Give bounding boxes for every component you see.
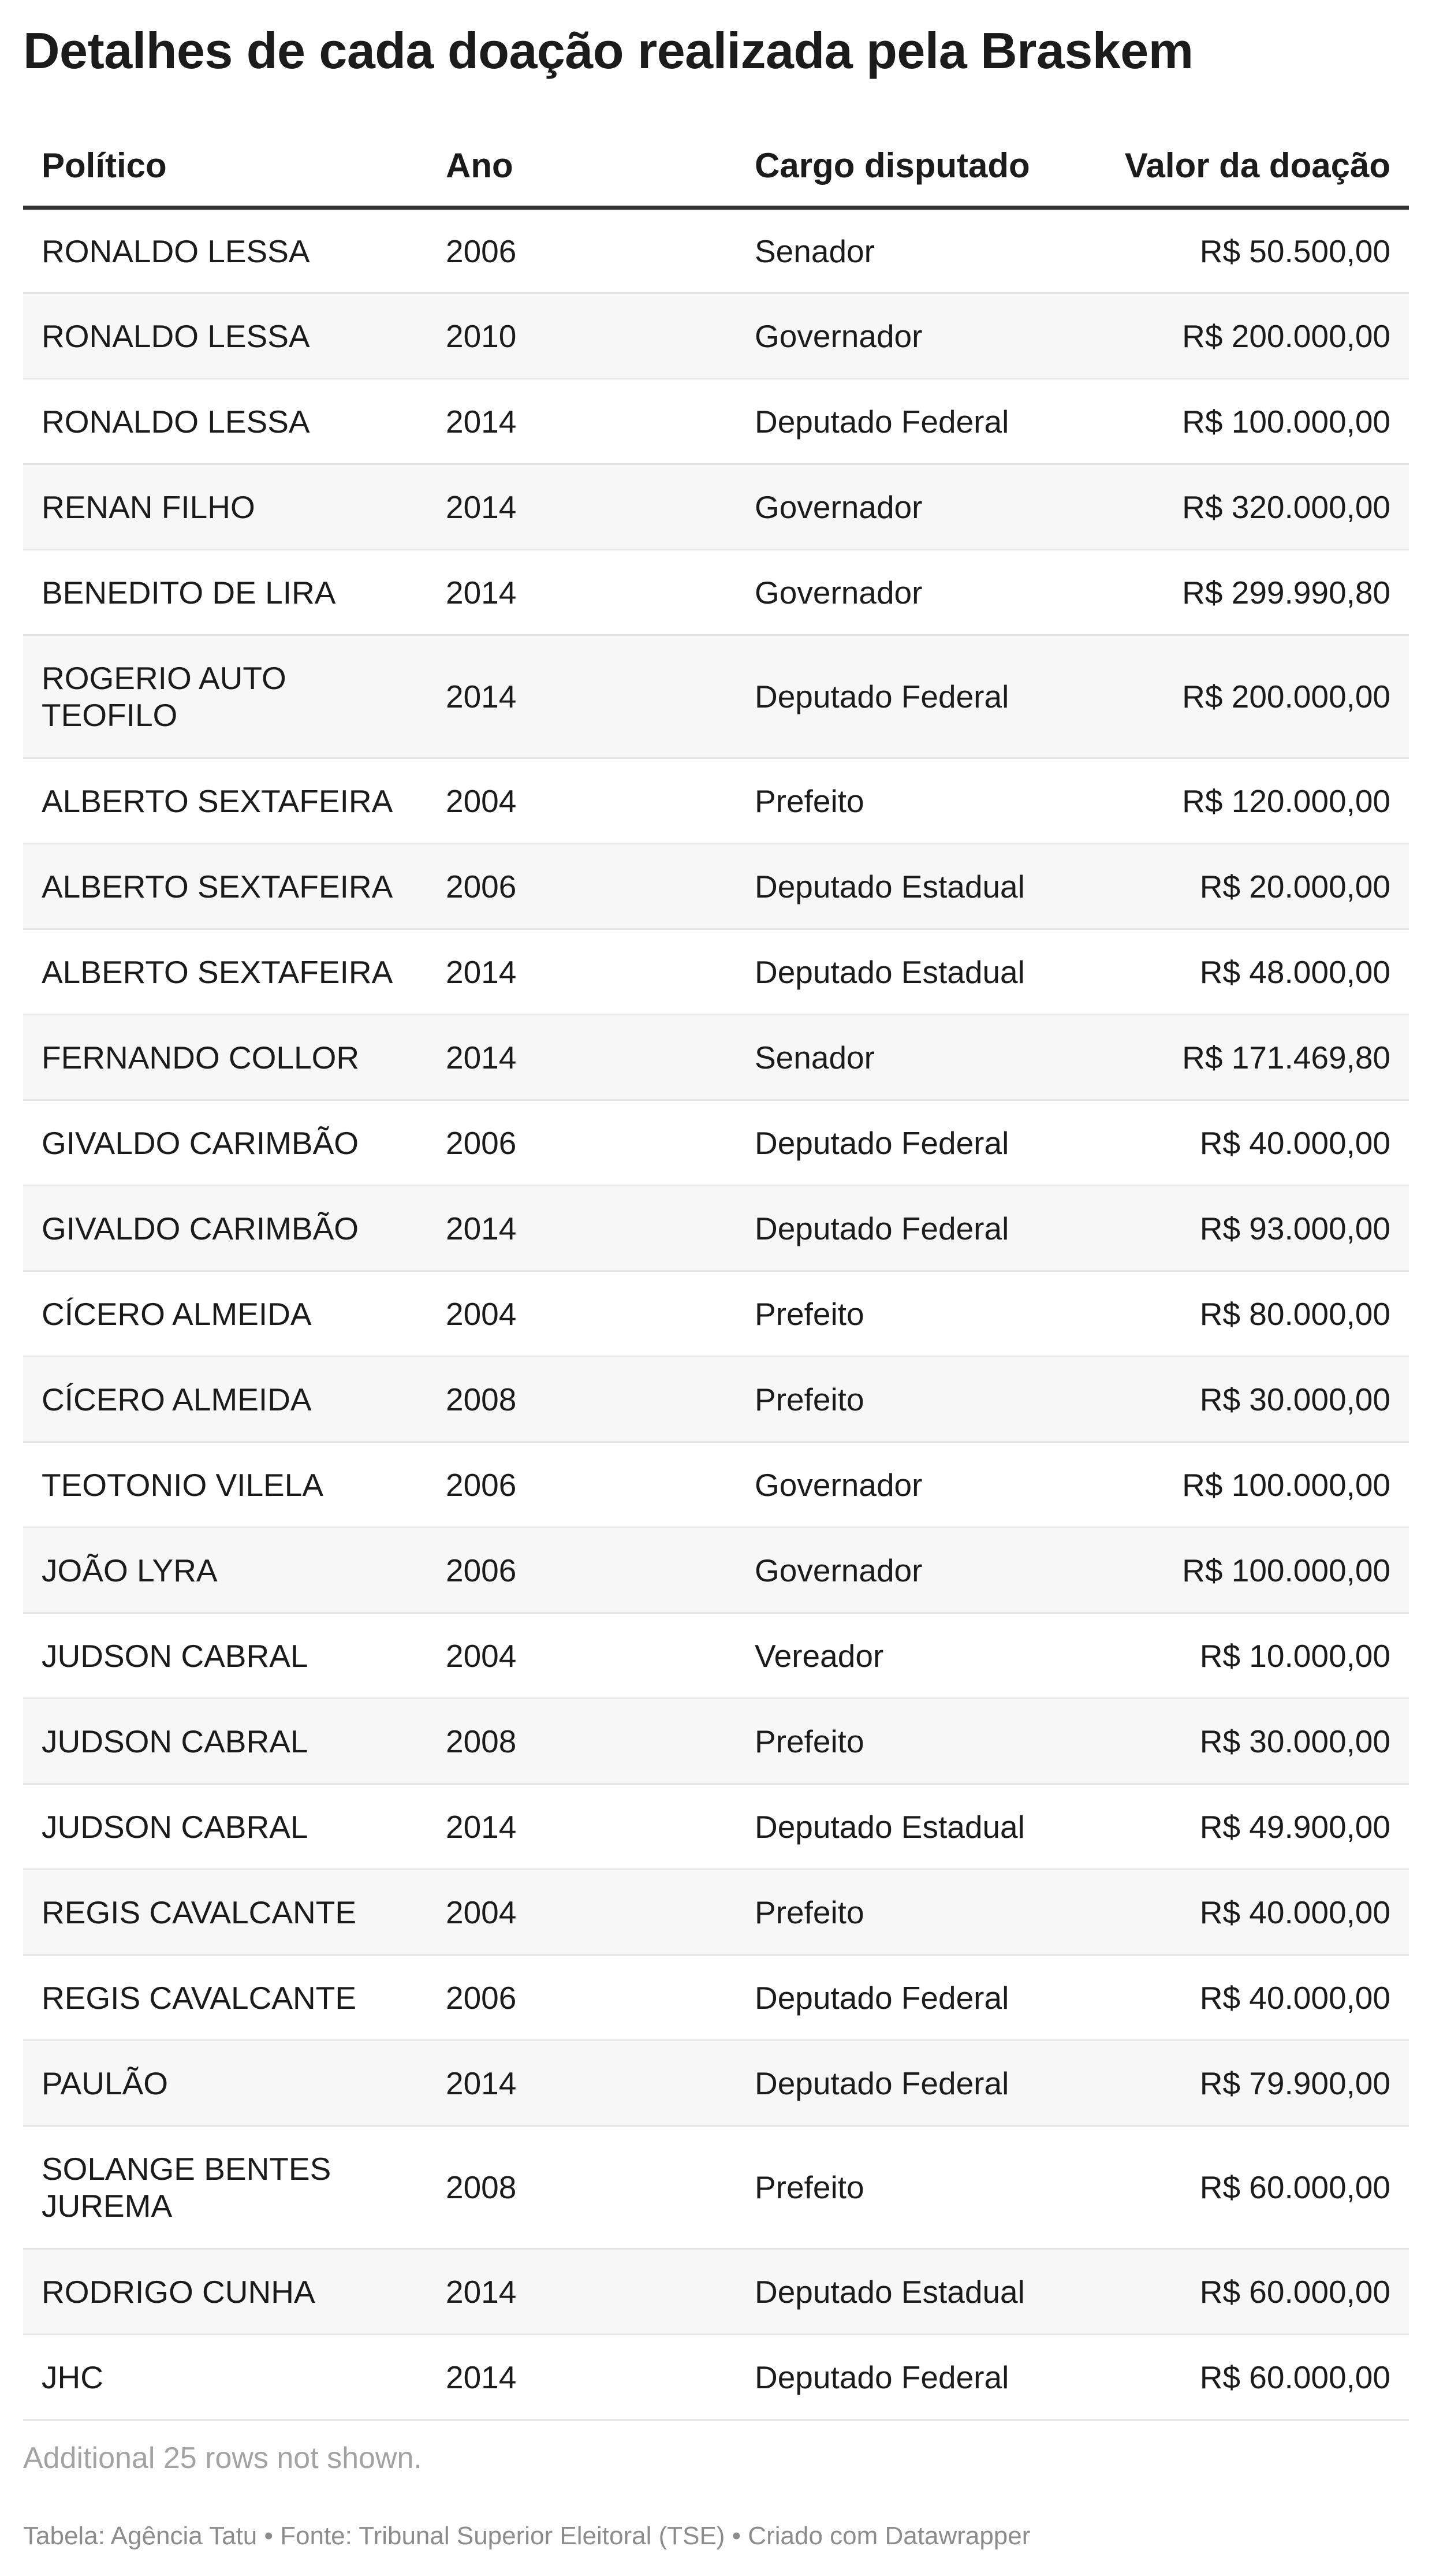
column-header-valor[interactable]: Valor da doação [1106, 125, 1409, 208]
cell-cargo: Deputado Federal [736, 2335, 1106, 2420]
cell-cargo: Deputado Estadual [736, 2249, 1106, 2335]
cell-politico: JHC [23, 2335, 427, 2420]
cell-ano: 2006 [427, 1955, 736, 2041]
cell-cargo: Prefeito [736, 2126, 1106, 2249]
cell-politico: RONALDO LESSA [23, 293, 427, 379]
cell-politico: JUDSON CABRAL [23, 1699, 427, 1784]
cell-cargo: Deputado Federal [736, 1955, 1106, 2041]
cell-politico: JUDSON CABRAL [23, 1613, 427, 1699]
cell-politico: ALBERTO SEXTAFEIRA [23, 929, 427, 1015]
table-header-row [23, 125, 1409, 208]
cell-ano: 2014 [427, 1784, 736, 1870]
cell-ano: 2004 [427, 1613, 736, 1699]
datawrapper-table-page [23, 0, 1409, 2550]
table-row [23, 2335, 1409, 2420]
cell-ano: 2014 [427, 2041, 736, 2126]
table-row [23, 2041, 1409, 2126]
footer-credits: Tabela: Agência Tatu • Fonte: Tribunal Superior Eleitoral (TSE) • Criado com Datawrapper [23, 2522, 1031, 2550]
cell-politico: ROGERIO AUTO TEOFILO [23, 635, 427, 758]
cell-valor: R$ 48.000,00 [1106, 929, 1409, 1015]
cell-politico: RONALDO LESSA [23, 208, 427, 293]
cell-ano: 2014 [427, 550, 736, 635]
cell-politico: GIVALDO CARIMBÃO [23, 1100, 427, 1186]
cell-politico: TEOTONIO VILELA [23, 1442, 427, 1528]
cell-cargo: Governador [736, 1442, 1106, 1528]
donations-table [23, 125, 1409, 2421]
cell-politico: JOÃO LYRA [23, 1528, 427, 1613]
table-row [23, 1271, 1409, 1357]
cell-ano: 2014 [427, 379, 736, 464]
cell-politico: GIVALDO CARIMBÃO [23, 1186, 427, 1271]
cell-cargo: Governador [736, 293, 1106, 379]
table-row [23, 293, 1409, 379]
table-row [23, 208, 1409, 293]
cell-valor: R$ 299.990,80 [1106, 550, 1409, 635]
table-row [23, 1870, 1409, 1955]
cell-ano: 2006 [427, 844, 736, 929]
cell-valor: R$ 40.000,00 [1106, 1100, 1409, 1186]
table-notes: Additional 25 rows not shown. [23, 2441, 422, 2475]
cell-valor: R$ 93.000,00 [1106, 1186, 1409, 1271]
table-header [23, 125, 1409, 208]
cell-ano: 2004 [427, 758, 736, 844]
cell-politico: PAULÃO [23, 2041, 427, 2126]
cell-ano: 2014 [427, 2335, 736, 2420]
cell-ano: 2008 [427, 2126, 736, 2249]
page-title: Detalhes de cada doação realizada pela Braskem [23, 22, 1194, 79]
cell-cargo: Governador [736, 550, 1106, 635]
cell-ano: 2008 [427, 1357, 736, 1442]
cell-politico: REGIS CAVALCANTE [23, 1955, 427, 2041]
table-row [23, 1100, 1409, 1186]
cell-valor: R$ 20.000,00 [1106, 844, 1409, 929]
cell-ano: 2004 [427, 1870, 736, 1955]
cell-cargo: Senador [736, 208, 1106, 293]
cell-valor: R$ 120.000,00 [1106, 758, 1409, 844]
cell-valor: R$ 200.000,00 [1106, 635, 1409, 758]
cell-ano: 2014 [427, 1015, 736, 1100]
cell-valor: R$ 320.000,00 [1106, 464, 1409, 550]
cell-ano: 2014 [427, 464, 736, 550]
cell-ano: 2006 [427, 208, 736, 293]
cell-ano: 2006 [427, 1100, 736, 1186]
table-row [23, 1613, 1409, 1699]
cell-politico: RODRIGO CUNHA [23, 2249, 427, 2335]
cell-cargo: Deputado Federal [736, 379, 1106, 464]
table-row [23, 379, 1409, 464]
cell-valor: R$ 100.000,00 [1106, 1442, 1409, 1528]
cell-ano: 2014 [427, 929, 736, 1015]
cell-valor: R$ 10.000,00 [1106, 1613, 1409, 1699]
table-row [23, 2249, 1409, 2335]
cell-valor: R$ 80.000,00 [1106, 1271, 1409, 1357]
table-row [23, 635, 1409, 758]
cell-valor: R$ 60.000,00 [1106, 2335, 1409, 2420]
cell-valor: R$ 50.500,00 [1106, 208, 1409, 293]
cell-politico: RONALDO LESSA [23, 379, 427, 464]
cell-cargo: Deputado Estadual [736, 929, 1106, 1015]
table-row [23, 464, 1409, 550]
cell-cargo: Governador [736, 464, 1106, 550]
cell-valor: R$ 49.900,00 [1106, 1784, 1409, 1870]
table-row [23, 550, 1409, 635]
cell-politico: SOLANGE BENTES JUREMA [23, 2126, 427, 2249]
cell-ano: 2006 [427, 1442, 736, 1528]
cell-valor: R$ 60.000,00 [1106, 2249, 1409, 2335]
table-row [23, 1442, 1409, 1528]
cell-ano: 2014 [427, 1186, 736, 1271]
table-body [23, 208, 1409, 2420]
table-row [23, 1955, 1409, 2041]
cell-cargo: Deputado Estadual [736, 844, 1106, 929]
cell-valor: R$ 40.000,00 [1106, 1955, 1409, 2041]
cell-valor: R$ 30.000,00 [1106, 1699, 1409, 1784]
cell-politico: CÍCERO ALMEIDA [23, 1271, 427, 1357]
table-row [23, 1015, 1409, 1100]
cell-ano: 2014 [427, 635, 736, 758]
cell-cargo: Deputado Federal [736, 1186, 1106, 1271]
cell-valor: R$ 171.469,80 [1106, 1015, 1409, 1100]
cell-cargo: Prefeito [736, 1699, 1106, 1784]
cell-valor: R$ 200.000,00 [1106, 293, 1409, 379]
cell-cargo: Governador [736, 1528, 1106, 1613]
table-row [23, 758, 1409, 844]
cell-politico: CÍCERO ALMEIDA [23, 1357, 427, 1442]
cell-cargo: Prefeito [736, 1357, 1106, 1442]
cell-cargo: Deputado Federal [736, 2041, 1106, 2126]
cell-cargo: Prefeito [736, 758, 1106, 844]
cell-valor: R$ 40.000,00 [1106, 1870, 1409, 1955]
cell-politico: BENEDITO DE LIRA [23, 550, 427, 635]
cell-cargo: Senador [736, 1015, 1106, 1100]
cell-cargo: Prefeito [736, 1271, 1106, 1357]
column-header-politico[interactable]: Político [23, 125, 427, 208]
table-row [23, 1699, 1409, 1784]
cell-politico: JUDSON CABRAL [23, 1784, 427, 1870]
cell-politico: RENAN FILHO [23, 464, 427, 550]
table-row [23, 1784, 1409, 1870]
column-header-ano[interactable]: Ano [427, 125, 736, 208]
table-row [23, 2126, 1409, 2249]
cell-politico: ALBERTO SEXTAFEIRA [23, 758, 427, 844]
cell-ano: 2014 [427, 2249, 736, 2335]
table-row [23, 929, 1409, 1015]
table-row [23, 1186, 1409, 1271]
cell-valor: R$ 79.900,00 [1106, 2041, 1409, 2126]
cell-cargo: Prefeito [736, 1870, 1106, 1955]
cell-valor: R$ 30.000,00 [1106, 1357, 1409, 1442]
cell-ano: 2008 [427, 1699, 736, 1784]
cell-ano: 2010 [427, 293, 736, 379]
cell-cargo: Vereador [736, 1613, 1106, 1699]
cell-politico: FERNANDO COLLOR [23, 1015, 427, 1100]
table-row [23, 1357, 1409, 1442]
column-header-cargo[interactable]: Cargo disputado [736, 125, 1106, 208]
cell-valor: R$ 100.000,00 [1106, 379, 1409, 464]
cell-politico: REGIS CAVALCANTE [23, 1870, 427, 1955]
cell-cargo: Deputado Estadual [736, 1784, 1106, 1870]
cell-valor: R$ 60.000,00 [1106, 2126, 1409, 2249]
cell-ano: 2004 [427, 1271, 736, 1357]
cell-ano: 2006 [427, 1528, 736, 1613]
cell-cargo: Deputado Federal [736, 1100, 1106, 1186]
cell-cargo: Deputado Federal [736, 635, 1106, 758]
table-row [23, 1528, 1409, 1613]
cell-politico: ALBERTO SEXTAFEIRA [23, 844, 427, 929]
cell-valor: R$ 100.000,00 [1106, 1528, 1409, 1613]
table-row [23, 844, 1409, 929]
